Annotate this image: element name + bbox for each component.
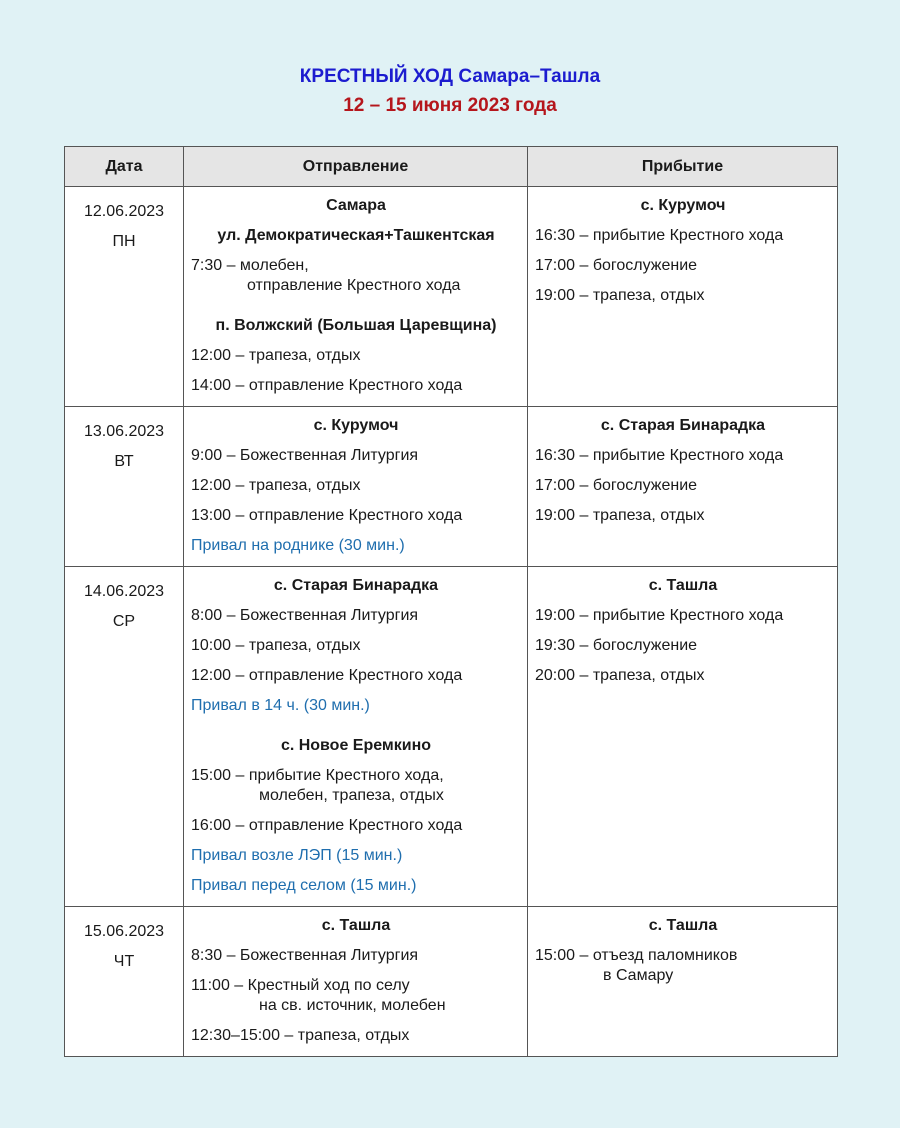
- header-date: Дата: [65, 147, 184, 187]
- schedule-item: 12:00 – трапеза, отдых: [191, 477, 361, 494]
- date-cell: [65, 567, 184, 907]
- schedule-text: 7:30 – молебен,: [191, 257, 309, 274]
- schedule-item: 16:30 – прибытие Крестного хода: [535, 227, 784, 244]
- date-text: 14.06.2023: [83, 583, 165, 600]
- schedule-item: 16:30 – прибытие Крестного хода: [535, 447, 784, 464]
- schedule-item: 12:00 – трапеза, отдых: [191, 347, 361, 364]
- header-row: [65, 147, 838, 187]
- departure-cell: [184, 187, 528, 407]
- schedule-text-cont: на св. источник, молебен: [259, 997, 446, 1014]
- arrival-cell: [528, 407, 838, 567]
- place-name: с. Курумоч: [640, 197, 726, 214]
- table-row: [65, 907, 838, 1057]
- header-arrival: Прибытие: [528, 147, 838, 187]
- schedule-item: 13:00 – отправление Крестного хода: [191, 507, 463, 524]
- place-name: Самара: [326, 197, 386, 214]
- schedule-text-cont: в Самару: [603, 967, 674, 984]
- weekday-text: СР: [112, 613, 136, 630]
- schedule-item: 12:30–15:00 – трапеза, отдых: [191, 1027, 410, 1044]
- rest-stop: Привал возле ЛЭП (15 мин.): [191, 847, 403, 864]
- date-text: 15.06.2023: [83, 923, 165, 940]
- departure-cell: [184, 907, 528, 1057]
- place-name: с. Ташла: [648, 577, 718, 594]
- schedule-text-cont: молебен, трапеза, отдых: [259, 787, 444, 804]
- arrival-cell: [528, 567, 838, 907]
- schedule-item: 17:00 – богослужение: [535, 257, 698, 274]
- schedule-text: 11:00 – Крестный ход по селу: [191, 977, 410, 994]
- schedule-item: 14:00 – отправление Крестного хода: [191, 377, 463, 394]
- weekday-text: ПН: [112, 233, 136, 250]
- place-name: п. Волжский (Большая Царевщина): [215, 317, 497, 334]
- table-row: [65, 187, 838, 407]
- schedule-item: 9:00 – Божественная Литургия: [191, 447, 419, 464]
- table-row: [65, 567, 838, 907]
- schedule-item: 19:30 – богослужение: [535, 637, 698, 654]
- schedule-item: [191, 256, 521, 296]
- schedule-table: [64, 146, 838, 1057]
- weekday-text: ЧТ: [113, 953, 135, 970]
- arrival-cell: [528, 907, 838, 1057]
- date-text: 13.06.2023: [83, 423, 165, 440]
- rest-stop: Привал в 14 ч. (30 мин.): [191, 697, 370, 714]
- weekday-text: ВТ: [114, 453, 134, 470]
- schedule-item: [191, 976, 521, 1016]
- schedule-item: 19:00 – трапеза, отдых: [535, 507, 705, 524]
- date-cell: [65, 407, 184, 567]
- arrival-cell: [528, 187, 838, 407]
- schedule-item: [191, 766, 521, 806]
- date-cell: [65, 187, 184, 407]
- schedule-text: 15:00 – отъезд паломников: [535, 947, 738, 964]
- page-title: КРЕСТНЫЙ ХОД Самара–Ташла: [299, 66, 601, 87]
- schedule-item: 19:00 – прибытие Крестного хода: [535, 607, 784, 624]
- schedule-item: 8:00 – Божественная Литургия: [191, 607, 419, 624]
- rest-stop: Привал перед селом (15 мин.): [191, 877, 417, 894]
- place-name: с. Курумоч: [313, 417, 399, 434]
- street-name: ул. Демократическая+Ташкентская: [217, 227, 495, 244]
- table-row: [65, 407, 838, 567]
- schedule-item: 16:00 – отправление Крестного хода: [191, 817, 463, 834]
- page-subtitle: 12 – 15 июня 2023 года: [343, 95, 557, 116]
- schedule-text: 15:00 – прибытие Крестного хода,: [191, 767, 444, 784]
- date-cell: [65, 907, 184, 1057]
- place-name: с. Старая Бинарадка: [600, 417, 766, 434]
- departure-cell: [184, 407, 528, 567]
- schedule-item: [535, 946, 831, 986]
- schedule-item: 20:00 – трапеза, отдых: [535, 667, 705, 684]
- rest-stop: Привал на роднике (30 мин.): [191, 537, 405, 554]
- schedule-item: 8:30 – Божественная Литургия: [191, 947, 419, 964]
- schedule-item: 17:00 – богослужение: [535, 477, 698, 494]
- schedule-item: 10:00 – трапеза, отдых: [191, 637, 361, 654]
- header-departure: Отправление: [184, 147, 528, 187]
- place-name: с. Новое Еремкино: [280, 737, 432, 754]
- place-name: с. Ташла: [648, 917, 718, 934]
- place-name: с. Старая Бинарадка: [273, 577, 439, 594]
- date-text: 12.06.2023: [83, 203, 165, 220]
- place-name: с. Ташла: [321, 917, 391, 934]
- schedule-text-cont: отправление Крестного хода: [247, 277, 461, 294]
- departure-cell: [184, 567, 528, 907]
- schedule-item: 12:00 – отправление Крестного хода: [191, 667, 463, 684]
- schedule-item: 19:00 – трапеза, отдых: [535, 287, 705, 304]
